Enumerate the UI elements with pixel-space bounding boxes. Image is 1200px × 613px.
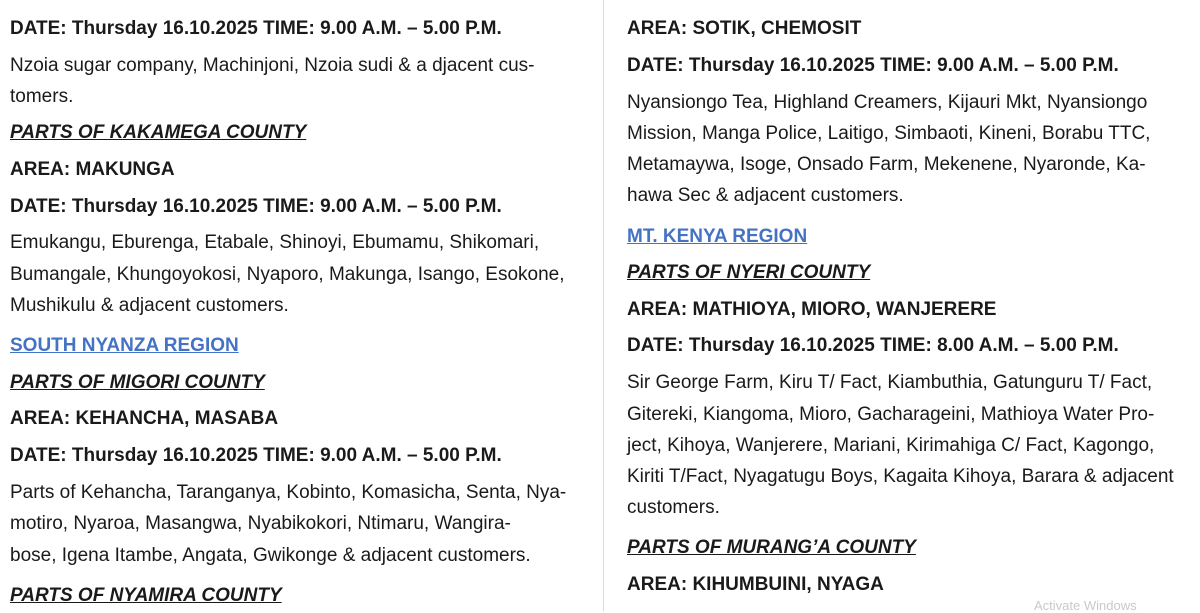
muranga-county-heading: PARTS OF MURANG’A COUNTY xyxy=(627,537,916,558)
mathioya-body-line-1: Sir George Farm, Kiru T/ Fact, Kiambuthia, Gatunguru T/ Fact, xyxy=(627,372,1153,393)
column-divider xyxy=(603,0,604,611)
kehancha-date: DATE: Thursday 16.10.2025 TIME: 9.00 A.M. – 5.00 P.M. xyxy=(10,445,502,466)
sotik-date: DATE: Thursday 16.10.2025 TIME: 9.00 A.M. – 5.00 P.M. xyxy=(627,55,1119,76)
sotik-body-line-4: hawa Sec & adjacent customers. xyxy=(627,185,904,206)
nzoia-date: DATE: Thursday 16.10.2025 TIME: 9.00 A.M. – 5.00 P.M. xyxy=(10,18,502,39)
kehancha-body-line-1: Parts of Kehancha, Taranganya, Kobinto, Komasicha, Senta, Nya- xyxy=(10,482,567,503)
makunga-area: AREA: MAKUNGA xyxy=(10,159,175,180)
kehancha-body-line-2: motiro, Nyaroa, Masangwa, Nyabikokori, Ntimaru, Wangira- xyxy=(10,513,511,534)
kehancha-area: AREA: KEHANCHA, MASABA xyxy=(10,408,279,429)
mathioya-body-line-3: ject, Kihoya, Wanjerere, Mariani, Kirimahiga C/ Fact, Kagongo, xyxy=(627,435,1155,456)
south-nyanza-region-link[interactable]: SOUTH NYANZA REGION xyxy=(10,335,239,356)
migori-county-heading: PARTS OF MIGORI COUNTY xyxy=(10,372,265,393)
nzoia-body-line-2: tomers. xyxy=(10,86,74,107)
nyeri-county-heading: PARTS OF NYERI COUNTY xyxy=(627,262,871,283)
mathioya-date: DATE: Thursday 16.10.2025 TIME: 8.00 A.M. – 5.00 P.M. xyxy=(627,335,1119,356)
mt-kenya-region-link[interactable]: MT. KENYA REGION xyxy=(627,226,808,247)
sotik-body-line-2: Mission, Manga Police, Laitigo, Simbaoti, Kineni, Borabu TTC, xyxy=(627,123,1151,144)
nyamira-county-heading: PARTS OF NYAMIRA COUNTY xyxy=(10,585,282,606)
makunga-date: DATE: Thursday 16.10.2025 TIME: 9.00 A.M. – 5.00 P.M. xyxy=(10,196,502,217)
kihumbuini-area: AREA: KIHUMBUINI, NYAGA xyxy=(627,574,884,595)
sotik-area: AREA: SOTIK, CHEMOSIT xyxy=(627,18,862,39)
makunga-body-line-1: Emukangu, Eburenga, Etabale, Shinoyi, Ebumamu, Shikomari, xyxy=(10,232,540,253)
mathioya-body-line-5: customers. xyxy=(627,497,720,518)
mathioya-area: AREA: MATHIOYA, MIORO, WANJERERE xyxy=(627,299,997,320)
nzoia-body-line-1: Nzoia sugar company, Machinjoni, Nzoia sudi & a djacent cus- xyxy=(10,55,535,76)
activate-windows-watermark: Activate Windows xyxy=(1034,598,1137,613)
makunga-body-line-2: Bumangale, Khungoyokosi, Nyaporo, Makunga, Isango, Esokone, xyxy=(10,264,565,285)
mathioya-body-line-4: Kiriti T/Fact, Nyagatugu Boys, Kagaita Kihoya, Barara & adjacent xyxy=(627,466,1174,487)
mathioya-body-line-2: Gitereki, Kiangoma, Mioro, Gacharageini, Mathioya Water Pro- xyxy=(627,404,1155,425)
sotik-body-line-3: Metamaywa, Isoge, Onsado Farm, Mekenene, Nyaronde, Ka- xyxy=(627,154,1146,175)
makunga-body-line-3: Mushikulu & adjacent customers. xyxy=(10,295,289,316)
sotik-body-line-1: Nyansiongo Tea, Highland Creamers, Kijauri Mkt, Nyansiongo xyxy=(627,92,1148,113)
kakamega-county-heading: PARTS OF KAKAMEGA COUNTY xyxy=(10,122,307,143)
kehancha-body-line-3: bose, Igena Itambe, Angata, Gwikonge & adjacent customers. xyxy=(10,545,531,566)
